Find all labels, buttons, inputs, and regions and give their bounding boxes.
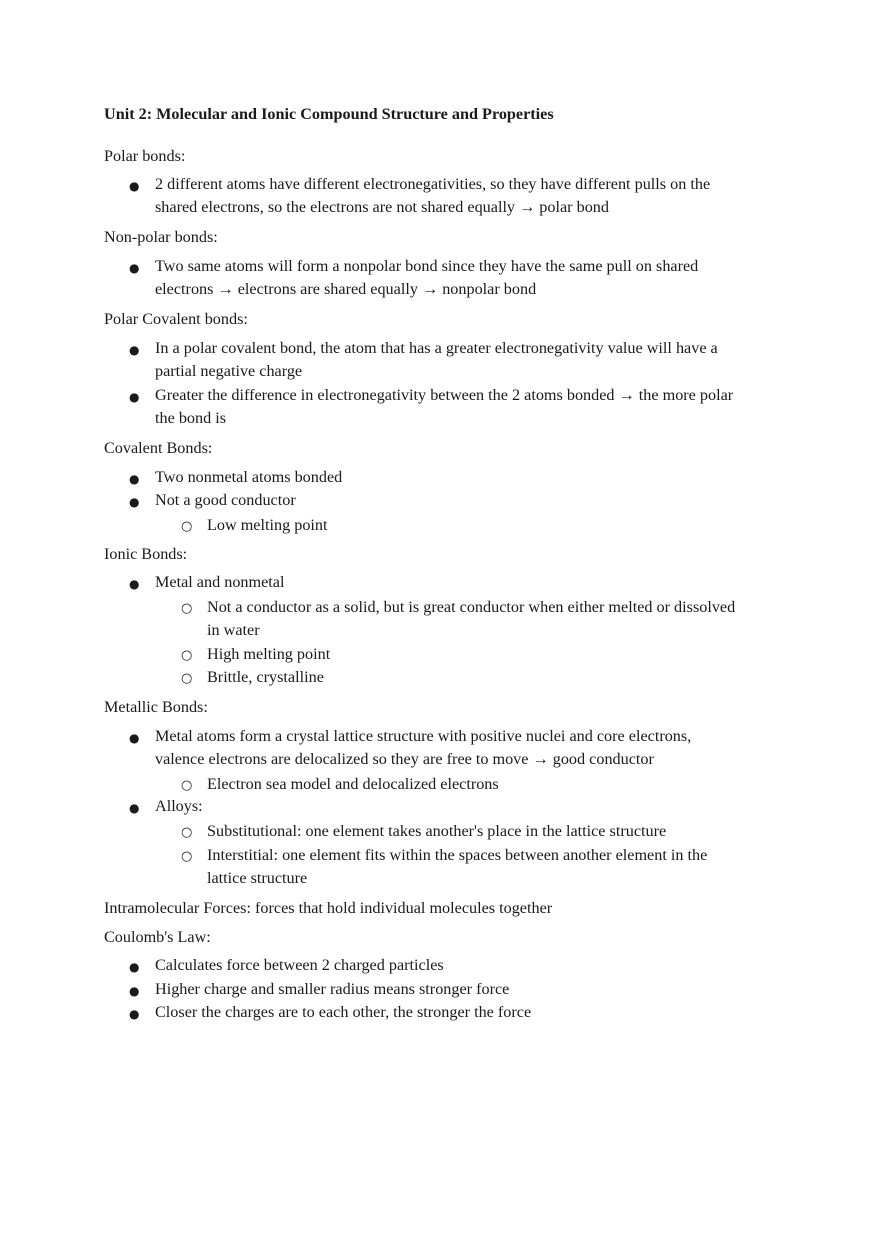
section-heading-intramolecular: Intramolecular Forces: forces that hold individual molecules together xyxy=(104,899,553,917)
section-heading-polar-covalent: Polar Covalent bonds: xyxy=(104,310,248,328)
bullet-icon: ● xyxy=(129,179,140,193)
bullet-icon: ● xyxy=(129,343,140,357)
list-item: Metal atoms form a crystal lattice structure with positive nuclei and core electrons, xyxy=(155,727,692,745)
list-item: Calculates force between 2 charged particles xyxy=(155,956,444,974)
bullet-icon: ● xyxy=(129,731,140,745)
sub-list-item: Brittle, crystalline xyxy=(207,668,324,686)
bullet-icon: ● xyxy=(129,577,140,591)
section-heading-polar-bonds: Polar bonds: xyxy=(104,147,186,165)
list-item-continuation: valence electrons are delocalized so they are free to move → good conductor xyxy=(155,750,654,768)
bullet-icon: ● xyxy=(129,960,140,974)
page-title: Unit 2: Molecular and Ionic Compound Structure and Properties xyxy=(104,105,554,123)
sub-bullet-icon: ○ xyxy=(181,648,193,663)
list-item: In a polar covalent bond, the atom that has a greater electronegativity value will have a xyxy=(155,339,718,357)
bullet-icon: ● xyxy=(129,801,140,815)
sub-bullet-icon: ○ xyxy=(181,778,193,793)
sub-list-item-continuation: lattice structure xyxy=(207,869,308,887)
sub-list-item: Low melting point xyxy=(207,516,328,534)
list-item: 2 different atoms have different electronegativities, so they have different pulls on the xyxy=(155,175,711,193)
list-item: Higher charge and smaller radius means stronger force xyxy=(155,980,510,998)
section-heading-nonpolar-bonds: Non-polar bonds: xyxy=(104,228,218,246)
section-heading-ionic: Ionic Bonds: xyxy=(104,545,188,563)
sub-list-item: Electron sea model and delocalized electrons xyxy=(207,775,499,793)
list-item: Not a good conductor xyxy=(155,491,296,509)
sub-bullet-icon: ○ xyxy=(181,849,193,864)
sub-list-item: High melting point xyxy=(207,645,331,663)
section-heading-covalent: Covalent Bonds: xyxy=(104,439,213,457)
list-item: Metal and nonmetal xyxy=(155,573,285,591)
list-item: Two nonmetal atoms bonded xyxy=(155,468,343,486)
section-heading-coulomb: Coulomb's Law: xyxy=(104,928,211,946)
section-heading-metallic: Metallic Bonds: xyxy=(104,698,208,716)
bullet-icon: ● xyxy=(129,261,140,275)
bullet-icon: ● xyxy=(129,1007,140,1021)
sub-list-item: Substitutional: one element takes another's place in the lattice structure xyxy=(207,822,667,840)
bullet-icon: ● xyxy=(129,984,140,998)
list-item: Alloys: xyxy=(155,797,203,815)
list-item-continuation: partial negative charge xyxy=(155,362,303,380)
sub-list-item: Interstitial: one element fits within the spaces between another element in the xyxy=(207,846,708,864)
sub-bullet-icon: ○ xyxy=(181,601,193,616)
sub-bullet-icon: ○ xyxy=(181,671,193,686)
bullet-icon: ● xyxy=(129,472,140,486)
list-item-continuation: electrons → electrons are shared equally → nonpolar bond xyxy=(155,280,537,298)
list-item: Two same atoms will form a nonpolar bond since they have the same pull on shared xyxy=(155,257,699,275)
sub-list-item: Not a conductor as a solid, but is great conductor when either melted or dissolved xyxy=(207,598,736,616)
sub-list-item-continuation: in water xyxy=(207,621,260,639)
list-item-continuation: the bond is xyxy=(155,409,227,427)
sub-bullet-icon: ○ xyxy=(181,825,193,840)
list-item-continuation: shared electrons, so the electrons are not shared equally → polar bond xyxy=(155,198,609,216)
bullet-icon: ● xyxy=(129,495,140,509)
list-item: Greater the difference in electronegativity between the 2 atoms bonded → the more polar xyxy=(155,386,734,404)
bullet-icon: ● xyxy=(129,390,140,404)
sub-bullet-icon: ○ xyxy=(181,519,193,534)
list-item: Closer the charges are to each other, the stronger the force xyxy=(155,1003,532,1021)
